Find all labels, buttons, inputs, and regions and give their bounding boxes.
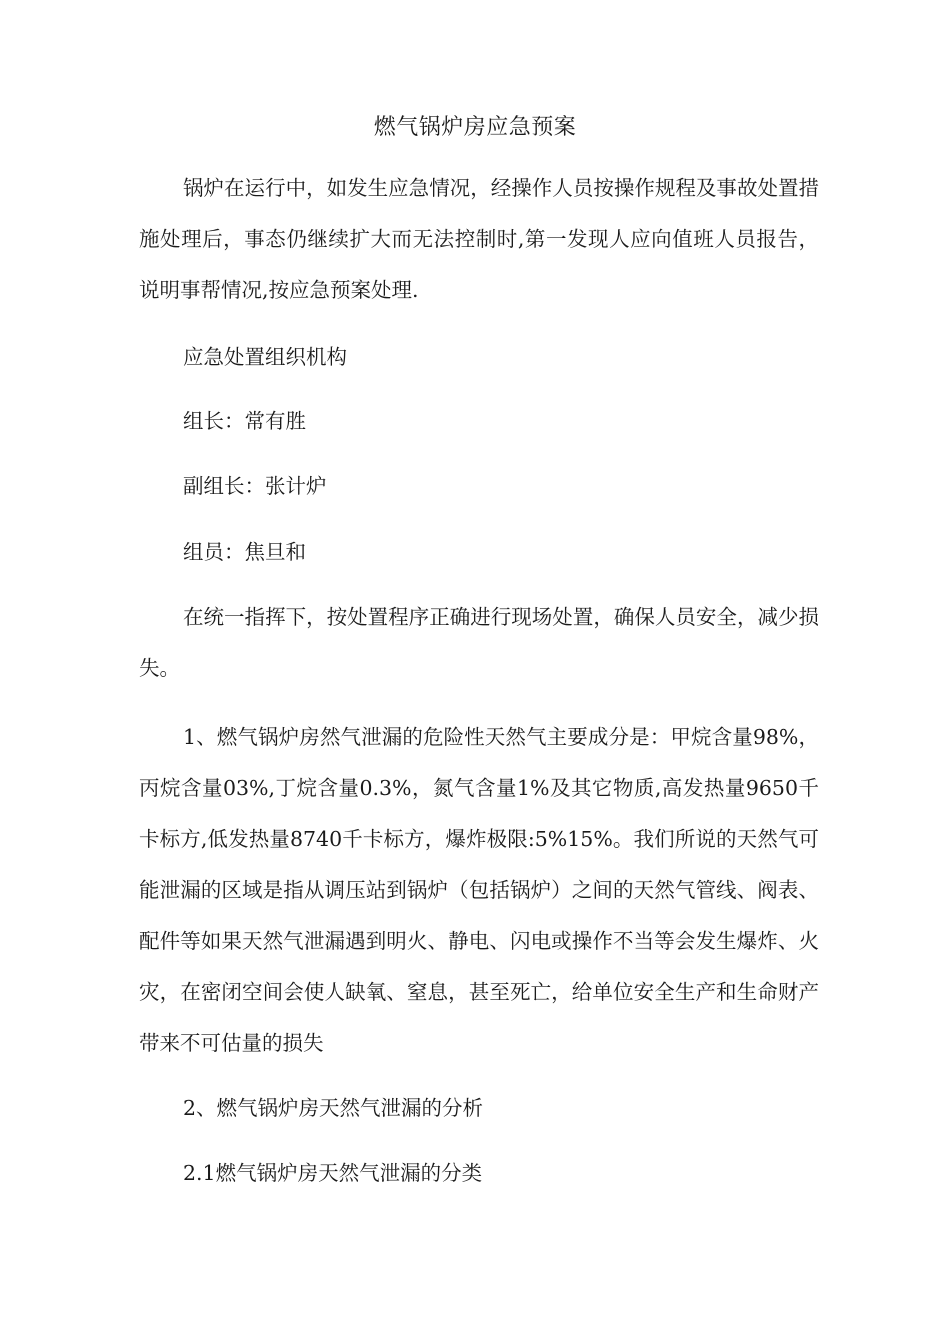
section2-heading: 2、燃气锅炉房天然气泄漏的分析: [183, 1096, 484, 1120]
org-heading: 应急处置组织机构: [183, 345, 347, 369]
document-title: 燃气锅炉房应急预案: [373, 115, 577, 140]
section1-paragraph: 1、燃气锅炉房然气泄漏的危险性天然气主要成分是：甲烷含量98%，丙烷含量03%,丁烷含量0.3%，氮气含量1%及其它物质,高发热量9650千卡标方,低发热量8740千卡标方，爆炸极限:5%15%。我们所说的天然气可能泄漏的区域是指从调压站到锅炉（包括锅炉）之间的天然气管线、阀表、配件等如果天然气泄漏遇到明火、静电、闪电或操作不当等会发生爆炸、火灾，在密闭空间会使人缺氧、窒息，甚至死亡，给单位安全生产和生命财产带来不可估量的损失: [139, 725, 819, 1055]
leader-line: 组长：常有胜: [183, 409, 306, 433]
section2-1-heading: 2.1燃气锅炉房天然气泄漏的分类: [183, 1161, 483, 1185]
intro-paragraph: 锅炉在运行中，如发生应急情况，经操作人员按操作规程及事故处置措施处理后，事态仍继续扩大而无法控制时,第一发现人应向值班人员报告，说明事帮情况,按应急预案处理.: [139, 176, 819, 302]
command-paragraph: 在统一指挥下，按处置程序正确进行现场处置，确保人员安全，减少损失。: [139, 605, 819, 680]
deputy-leader-line: 副组长：张计炉: [183, 474, 327, 498]
member-line: 组员：焦旦和: [183, 540, 306, 564]
